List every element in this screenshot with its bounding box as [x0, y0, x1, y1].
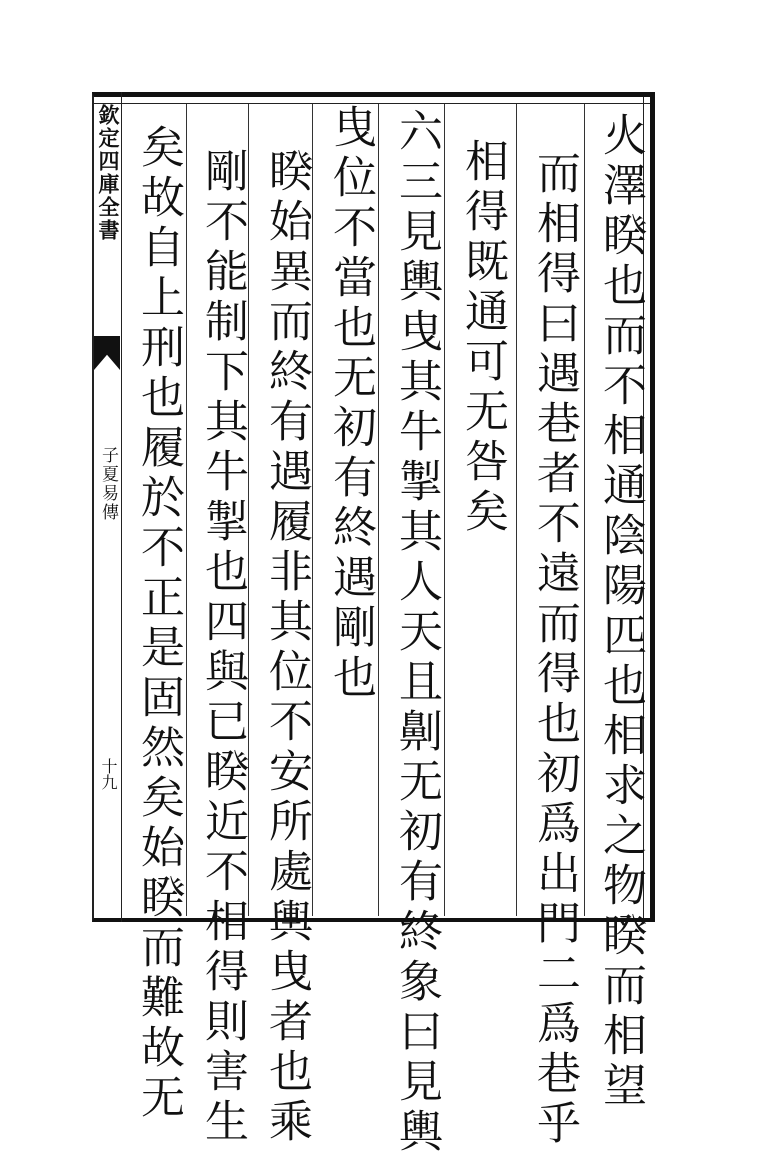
text-column-4: 六三見輿曳其牛掣其人天且劓无初有終象曰見輿: [391, 108, 442, 1158]
book-subtitle: 子夏易傳: [98, 446, 118, 522]
text-column-6: 睽始異而終有遇履非其位不安所處輿曳者也乘: [261, 148, 312, 1148]
column-rule: [584, 104, 585, 916]
text-column-3: 相得既通可无咎矣: [457, 138, 508, 538]
column-rule: [312, 104, 313, 916]
text-column-2: 而相得曰遇巷者不遠而得也初爲出門二爲巷乎: [529, 150, 580, 1150]
text-column-8: 矣故自上刑也履於不正是固然矣始睽而難故无: [133, 124, 184, 1124]
column-rule: [248, 104, 249, 916]
column-rule: [444, 104, 445, 916]
page-number: 十九: [99, 758, 118, 790]
column-rule: [186, 104, 187, 916]
text-column-1: 火澤睽也而不相通陰陽匹也相求之物睽而相望: [595, 112, 646, 1112]
column-rule: [516, 104, 517, 916]
column-rule: [378, 104, 379, 916]
text-column-5: 曳位不當也无初有終遇剛也: [325, 104, 376, 704]
book-title: 欽定四庫全書: [96, 104, 121, 242]
text-column-7: 剛不能制下其牛掣也四與已睽近不相得則害生: [197, 148, 248, 1148]
